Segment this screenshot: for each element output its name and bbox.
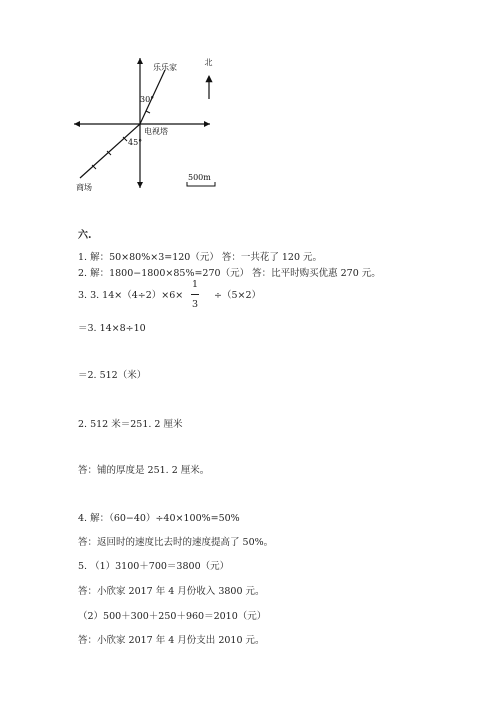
answer-q3-conclusion: 答：铺的厚度是 251. 2 厘米。 <box>78 465 210 476</box>
section-title: 六. <box>78 230 92 241</box>
fraction-one-third <box>188 279 202 310</box>
north-arrowhead <box>137 58 143 64</box>
answer-q3-line3: ＝2. 512（米） <box>78 370 147 381</box>
angle-30-label: 30° <box>140 95 155 104</box>
scale-label: 500m <box>188 173 211 182</box>
west-arrowhead <box>74 121 80 127</box>
fraction-bar <box>191 294 199 295</box>
answer-q5-line2: （2）500＋300＋250＋960＝2010（元） <box>78 611 267 622</box>
answer-q3-line2: ＝3. 14×8÷10 <box>78 323 146 334</box>
mall-label: 商场 <box>76 183 92 192</box>
tower-label: 电视塔 <box>144 127 168 136</box>
answer-q4-conclusion: 答：返回时的速度比去时的速度提高了 50%。 <box>78 537 274 548</box>
mall-direction-line <box>80 124 143 178</box>
answer-q5-conclusion1: 答：小欣家 2017 年 4 月份收入 3800 元。 <box>78 586 265 597</box>
answer-q5-conclusion2: 答：小欣家 2017 年 4 月份支出 2010 元。 <box>78 635 265 646</box>
home-label: 乐乐家 <box>153 63 177 72</box>
answer-q1: 1. 解：50×80%×3=120（元） 答：一共花了 120 元。 <box>78 252 323 263</box>
fraction-denominator: 3 <box>191 299 199 310</box>
distance-tick <box>146 111 150 113</box>
answer-q5-line1: 5. （1）3100＋700＝3800（元） <box>78 561 230 572</box>
answer-q3-prefix: 3. 3. 14×（4÷2）×6× <box>78 290 184 301</box>
answer-q4-line1: 4. 解：（60−40）÷40×100%=50% <box>78 513 240 524</box>
answer-q3-suffix: ÷（5×2） <box>214 290 262 301</box>
scale-bar <box>186 172 216 190</box>
answer-q3-line4: 2. 512 米＝251. 2 厘米 <box>78 419 183 430</box>
answer-q2: 2. 解：1800−1800×85%=270（元） 答：比平时购买优惠 270 元。 <box>78 268 381 279</box>
fraction-numerator: 1 <box>191 279 199 290</box>
east-arrowhead <box>204 121 210 127</box>
south-arrowhead <box>137 182 143 188</box>
north-label: 北 <box>204 58 213 66</box>
angle-45-label: 45° <box>128 138 143 147</box>
scale-bar-svg <box>186 172 216 190</box>
north-arrow-icon <box>203 70 215 104</box>
